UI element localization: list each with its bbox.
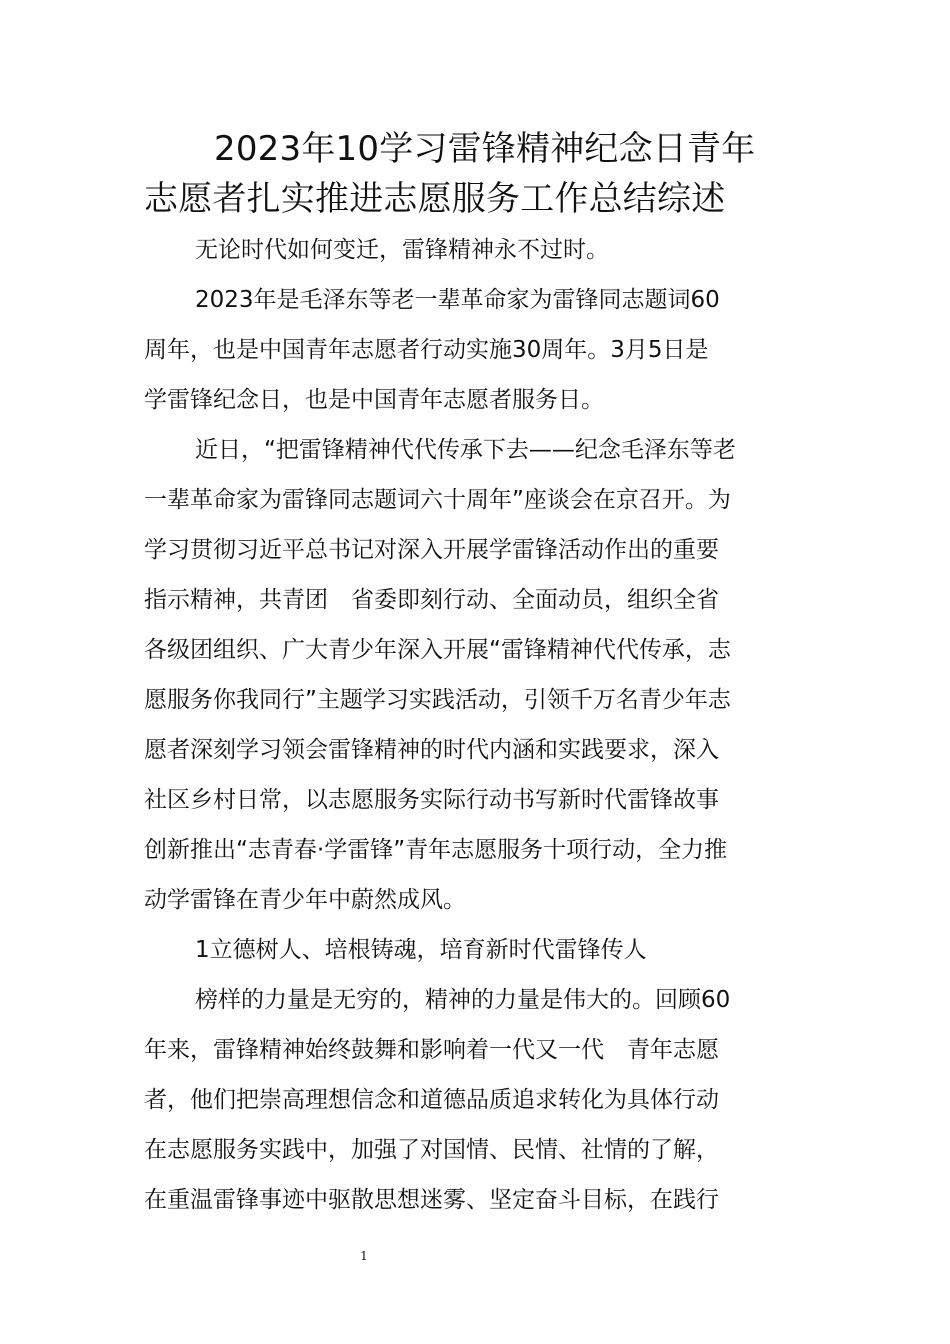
body-line: 各级团组织、广大青少年深入开展“雷锋精神代代传承，志 (144, 637, 731, 663)
body-line: 社区乡村日常，以志愿服务实际行动书写新时代雷锋故事 (144, 787, 719, 813)
body-line: 指示精神，共青团 省委即刻行动、全面动员，组织全省 (144, 587, 719, 613)
document-title (144, 124, 808, 224)
body-line: 愿者深刻学习领会雷锋精神的时代内涵和实践要求，深入 (144, 737, 719, 763)
body-line: 创新推出“志青春·学雷锋”青年志愿服务十项行动，全力推 (144, 837, 728, 863)
page-number: 1 (360, 1249, 368, 1263)
body-line: 学习贯彻习近平总书记对深入开展学雷锋活动作出的重要 (144, 537, 719, 563)
body-line: 周年，也是中国青年志愿者行动实施30周年。3月5日是 (144, 337, 709, 363)
section-heading: 1立德树人、培根铸魂，培育新时代雷锋传人 (195, 937, 647, 963)
title-line-2: 志愿者扎实推进志愿服务工作总结综述 (144, 179, 726, 219)
body-line: 2023年是毛泽东等老一辈革命家为雷锋同志题词60 (195, 287, 720, 313)
body-line: 动学雷锋在青少年中蔚然成风。 (144, 887, 466, 913)
body-line: 学雷锋纪念日，也是中国青年志愿者服务日。 (144, 387, 604, 413)
title-line-1: 2023年10学习雷锋精神纪念日青年 (214, 129, 756, 169)
body-line: 无论时代如何变迁，雷锋精神永不过时。 (195, 237, 609, 263)
body-line: 年来，雷锋精神始终鼓舞和影响着一代又一代 青年志愿 (144, 1037, 719, 1063)
body-line: 愿服务你我同行”主题学习实践活动，引领千万名青少年志 (144, 687, 731, 713)
body-line: 在志愿服务实践中，加强了对国情、民情、社情的了解， (144, 1137, 719, 1163)
body-line: 榜样的力量是无穷的，精神的力量是伟大的。回顾60 (195, 987, 731, 1013)
body-line: 近日，“把雷锋精神代代传承下去——纪念毛泽东等老 (195, 437, 736, 463)
body-line: 一辈革命家为雷锋同志题词六十周年”座谈会在京召开。为 (144, 487, 731, 513)
document-body (144, 225, 808, 1225)
body-line: 在重温雷锋事迹中驱散思想迷雾、坚定奋斗目标，在践行 (144, 1187, 719, 1213)
body-line: 者，他们把崇高理想信念和道德品质追求转化为具体行动 (144, 1087, 719, 1113)
